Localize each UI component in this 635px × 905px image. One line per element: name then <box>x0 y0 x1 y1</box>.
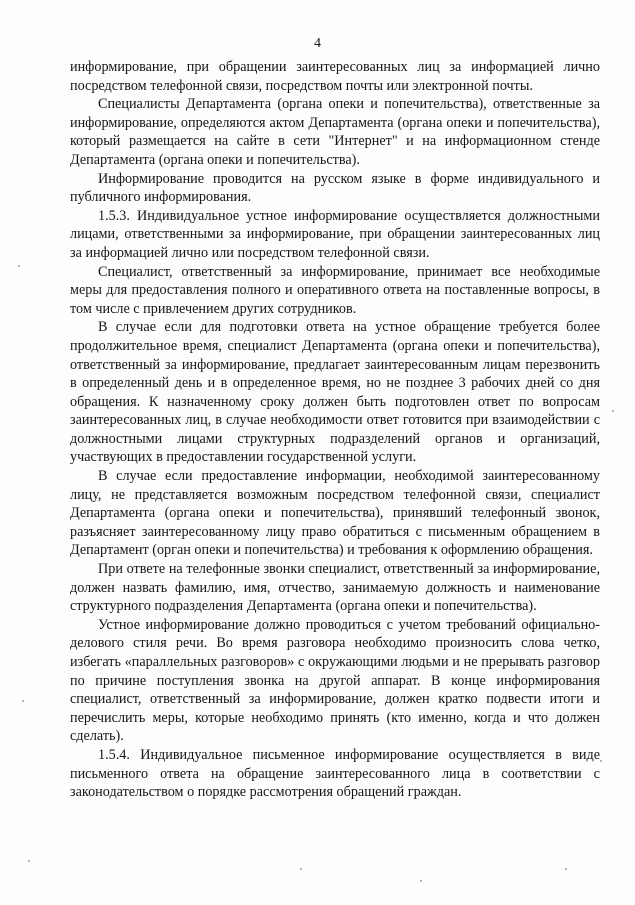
scan-speck <box>300 868 302 870</box>
paragraph-phone-answer: При ответе на телефонные звонки специалист, ответственный за информирование, должен назвать фамилию, имя, отчество, занимаемую должность и наименование структурного подразделения Департамента (органа опеки и попечительства). <box>70 561 600 615</box>
paragraph-1-5-3: 1.5.3. Индивидуальное устное информирование осуществляется должностными лицами, ответственными за информирование, при обращении заинтересованных лиц за информацией лично или посредством телефонной связи. <box>70 207 600 261</box>
paragraph-continuation: информирование, при обращении заинтересованных лиц за информацией лично посредством телефонной связи, посредством почты или электронной почты. <box>70 59 600 94</box>
scan-speck <box>18 265 20 267</box>
paragraph-written-appeal: В случае если предоставление информации, необходимой заинтересованному лицу, не представляется возможным посредством телефонной связи, специалист Департамента (органа опеки и попечительства), принявший телефонный звонок, разъясняет заинтересованному лицу право обратиться с письменным обращением в Департамент (орган опеки и попечительства) и требования к оформлению обращения. <box>70 468 600 559</box>
scan-speck <box>565 868 567 870</box>
paragraph-longer-preparation: В случае если для подготовки ответа на устное обращение требуется более продолжительное время, специалист Департамента (органа опеки и попечительства), ответственный за информирование, предлагает заинтересованным лицам перезвонить в определенный день и в определенное время, но не позднее 3 рабочих дней со дня обращения. К назначенному сроку должен быть подготовлен ответ по вопросам заинтересованных лиц, в случае необходимости ответ готовится при взаимодействии с должностными лицами структурных подразделений органов и организаций, участвующих в предоставлении государственной услуги. <box>70 319 600 466</box>
scan-speck <box>612 410 614 412</box>
paragraph-necessary-measures: Специалист, ответственный за информирование, принимает все необходимые меры для предоставления полного и оперативного ответа на поставленные вопросы, в том числе с привлечением других сотрудников. <box>70 263 600 317</box>
paragraph-specialists: Специалисты Департамента (органа опеки и попечительства), ответственные за информирование, определяются актом Департамента (органа опеки и попечительства), который размещается на сайте в сети "Интернет" и на информационном стенде Департамента (органа опеки и попечительства). <box>70 96 600 168</box>
document-body <box>70 58 600 802</box>
scan-speck <box>22 700 24 702</box>
page-number: 4 <box>314 36 321 51</box>
scan-speck <box>28 860 30 862</box>
scan-speck <box>600 760 602 762</box>
paragraph-language: Информирование проводится на русском языке в форме индивидуального и публичного информирования. <box>70 170 600 206</box>
paragraph-1-5-4: 1.5.4. Индивидуальное письменное информирование осуществляется в виде письменного ответа на обращение заинтересованного лица в соответствии с законодательством о порядке рассмотрения обращений граждан. <box>70 746 600 801</box>
paragraph-oral-style: Устное информирование должно проводиться с учетом требований официально-делового стиля речи. Во время разговора необходимо произносить слова четко, избегать «параллельных разговоров» с окружающими людьми и не прерывать разговор по причине поступления звонка на другой аппарат. В конце информирования специалист, ответственный за информирование, должен кратко подвести итоги и перечислить меры, которые необходимо принять (кто именно, когда и что должен сделать). <box>70 616 600 745</box>
scan-speck <box>420 880 422 882</box>
